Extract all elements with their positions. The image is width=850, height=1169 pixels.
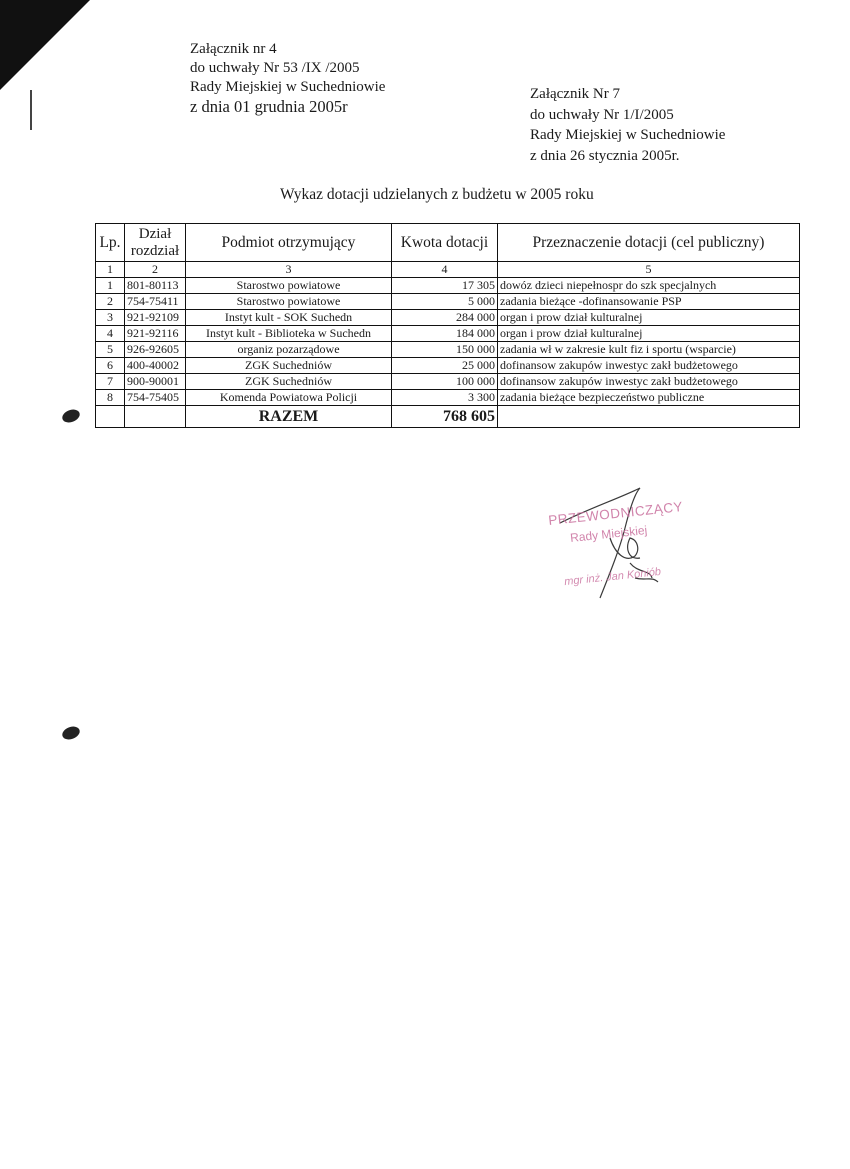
punch-hole [60, 407, 81, 424]
table-row [96, 374, 800, 390]
cell-empty [498, 406, 800, 428]
attachment-number: Załącznik nr 4 [190, 41, 277, 57]
header-lp: Lp. [96, 224, 125, 262]
header-podmiot: Podmiot otrzymujący [186, 224, 392, 262]
table-row [96, 358, 800, 374]
stamp-subtitle: Rady Miejskiej [569, 522, 648, 546]
stamp-name: mgr inż. Jan Koniób [563, 565, 662, 589]
signature-stamp [540, 478, 730, 608]
cell-dzial: 900-90001 [125, 374, 186, 390]
attachment-header-left [190, 40, 385, 116]
header-dzial-line2: rozdział [130, 242, 180, 259]
cell-przeznaczenie: organ i prow dział kulturalnej [498, 326, 800, 342]
column-number: 3 [186, 262, 392, 278]
cell-lp: 5 [96, 342, 125, 358]
resolution-number: do uchwały Nr 53 /IX /2005 [190, 60, 360, 76]
cell-lp: 7 [96, 374, 125, 390]
council-name: Rady Miejskiej w Suchedniowie [190, 79, 386, 95]
resolution-date: z dnia 26 stycznia 2005r. [530, 147, 680, 164]
cell-podmiot: Instyt kult - SOK Suchedn [186, 310, 392, 326]
cell-dzial: 921-92109 [125, 310, 186, 326]
cell-dzial: 921-92116 [125, 326, 186, 342]
cell-przeznaczenie: zadania wł w zakresie kult fiz i sportu (wsparcie) [498, 342, 800, 358]
cell-podmiot: Starostwo powiatowe [186, 278, 392, 294]
stamp-title: PRZEWODNICZĄCY [547, 498, 684, 529]
cell-kwota: 3 300 [392, 390, 498, 406]
header-dzial [125, 224, 186, 262]
cell-podmiot: ZGK Suchedniów [186, 358, 392, 374]
table-header-row [96, 224, 800, 262]
table-row [96, 390, 800, 406]
column-number: 2 [125, 262, 186, 278]
cell-kwota: 5 000 [392, 294, 498, 310]
cell-dzial: 754-75405 [125, 390, 186, 406]
table-row [96, 326, 800, 342]
cell-lp: 3 [96, 310, 125, 326]
cell-kwota: 184 000 [392, 326, 498, 342]
cell-empty [125, 406, 186, 428]
attachment-header-right [530, 84, 725, 166]
cell-podmiot: ZGK Suchedniów [186, 374, 392, 390]
cell-przeznaczenie: zadania bieżące bezpieczeństwo publiczne [498, 390, 800, 406]
grants-table [95, 223, 800, 428]
cell-lp: 6 [96, 358, 125, 374]
cell-kwota: 100 000 [392, 374, 498, 390]
cell-przeznaczenie: zadania bieżące -dofinansowanie PSP [498, 294, 800, 310]
cell-kwota: 284 000 [392, 310, 498, 326]
cell-kwota: 17 305 [392, 278, 498, 294]
table-row [96, 294, 800, 310]
punch-hole [60, 724, 81, 741]
cell-przeznaczenie: dofinansow zakupów inwestyc zakł budżetowego [498, 358, 800, 374]
cell-dzial: 754-75411 [125, 294, 186, 310]
table-row [96, 342, 800, 358]
cell-podmiot: Instyt kult - Biblioteka w Suchedn [186, 326, 392, 342]
header-kwota: Kwota dotacji [392, 224, 498, 262]
cell-kwota: 25 000 [392, 358, 498, 374]
cell-przeznaczenie: dowóz dzieci niepełnospr do szk specjalnych [498, 278, 800, 294]
council-name: Rady Miejskiej w Suchedniowie [530, 127, 726, 143]
header-dzial-line1: Dział [138, 225, 172, 242]
cell-lp: 2 [96, 294, 125, 310]
cell-lp: 1 [96, 278, 125, 294]
resolution-date: z dnia 01 grudnia 2005r [190, 97, 348, 116]
cell-dzial: 926-92605 [125, 342, 186, 358]
column-number: 4 [392, 262, 498, 278]
cell-lp: 4 [96, 326, 125, 342]
cell-empty [96, 406, 125, 428]
cell-dzial: 801-80113 [125, 278, 186, 294]
cell-podmiot: organiz pozarządowe [186, 342, 392, 358]
cell-kwota: 150 000 [392, 342, 498, 358]
resolution-number: do uchwały Nr 1/I/2005 [530, 106, 674, 123]
table-row [96, 278, 800, 294]
total-label: RAZEM [186, 406, 392, 428]
table-row [96, 310, 800, 326]
column-number: 5 [498, 262, 800, 278]
attachment-number: Załącznik Nr 7 [530, 86, 620, 102]
cell-przeznaczenie: organ i prow dział kulturalnej [498, 310, 800, 326]
header-przeznaczenie: Przeznaczenie dotacji (cel publiczny) [498, 224, 800, 262]
document-title: Wykaz dotacji udzielanych z budżetu w 2005 roku [280, 186, 594, 203]
column-number-row [96, 262, 800, 278]
cell-przeznaczenie: dofinansow zakupów inwestyc zakł budżetowego [498, 374, 800, 390]
cell-dzial: 400-40002 [125, 358, 186, 374]
total-value: 768 605 [392, 406, 498, 428]
total-row [96, 406, 800, 428]
scan-corner-artifact [0, 0, 90, 90]
cell-lp: 8 [96, 390, 125, 406]
column-number: 1 [96, 262, 125, 278]
scan-edge-mark [30, 90, 32, 130]
cell-podmiot: Komenda Powiatowa Policji [186, 390, 392, 406]
cell-podmiot: Starostwo powiatowe [186, 294, 392, 310]
